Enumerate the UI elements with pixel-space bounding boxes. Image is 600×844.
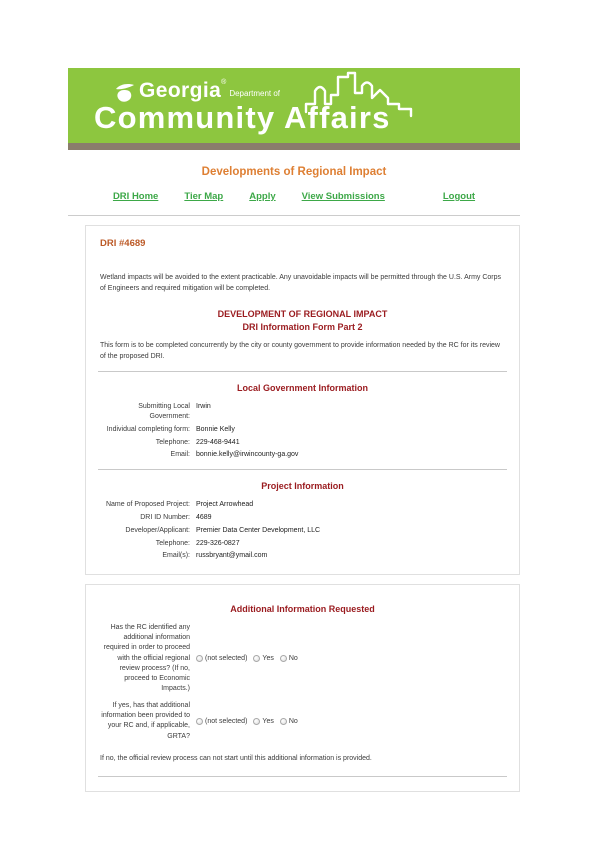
question-info-provided-to-rc <box>98 701 507 742</box>
field-value: 4689 <box>196 513 212 521</box>
question-label: Has the RC identified any additional information required in order to proceed with the official regional review process? (If no, proceed to Economic Impacts.) <box>103 624 190 692</box>
georgia-wordmark: Georgia <box>139 79 222 102</box>
field-value: Bonnie Kelly <box>196 425 235 433</box>
additional-information-panel <box>85 584 520 791</box>
community-affairs-wordmark: Community Affairs <box>94 100 391 135</box>
project-information-rows <box>98 500 507 561</box>
section-divider <box>98 469 507 470</box>
radio-button-icon[interactable] <box>196 655 203 662</box>
radio-option-label[interactable]: Yes <box>262 717 274 725</box>
field-value: Irwin <box>196 403 211 411</box>
field-value: 229-326-0827 <box>196 539 240 547</box>
form-row-project-emails <box>98 551 507 561</box>
main-nav <box>68 191 520 202</box>
field-label: Telephone: <box>155 438 190 446</box>
nav-divider <box>68 215 520 216</box>
form-row-developer-applicant <box>98 526 507 536</box>
nav-link-tier-map[interactable]: Tier Map <box>184 191 224 202</box>
radio-option-label[interactable]: No <box>288 717 298 725</box>
form-row-project-name <box>98 500 507 510</box>
radio-option-label[interactable]: No <box>288 655 298 663</box>
radio-option-no[interactable] <box>280 655 298 662</box>
field-value: russbryant@ymail.com <box>196 552 268 560</box>
form-title-line2: DRI Information Form Part 2 <box>242 321 363 332</box>
page-title: Developments of Regional Impact <box>201 166 387 178</box>
radio-option-yes[interactable] <box>253 655 273 662</box>
field-value: 229-468-9441 <box>196 438 240 446</box>
radio-option-label[interactable]: Yes <box>262 655 274 663</box>
field-label: DRI ID Number: <box>140 513 190 521</box>
page-container <box>68 68 520 792</box>
radio-button-icon[interactable] <box>196 718 203 725</box>
nav-link-apply[interactable]: Apply <box>249 191 276 202</box>
field-label: Name of Proposed Project: <box>105 501 190 509</box>
section-divider <box>98 371 507 372</box>
nav-link-logout[interactable]: Logout <box>442 191 476 202</box>
radio-button-icon[interactable] <box>253 718 260 725</box>
field-label: Individual completing form: <box>106 425 190 433</box>
department-of-label: Department of <box>229 89 281 98</box>
question-label: If yes, has that additional information been provided to your RC and, if applicable, GRTA? <box>101 702 190 740</box>
field-label: Email(s): <box>162 552 190 560</box>
nav-link-dri-home[interactable]: DRI Home <box>112 191 159 202</box>
radio-button-icon[interactable] <box>280 655 287 662</box>
field-value: bonnie.kelly@irwincounty-ga.gov <box>196 451 299 459</box>
local-government-heading: Local Government Information <box>236 383 368 394</box>
form-title <box>98 308 507 333</box>
field-label: Submitting Local Government: <box>138 403 190 420</box>
registered-trademark: ® <box>221 79 227 86</box>
wetland-note: Wetland impacts will be avoided to the extent practicable. Any unavoidable impacts will be permitted through the U.S. Army Corps of Engineers and required mitigation will be completed. <box>100 274 502 292</box>
radio-group-rc-identified <box>196 655 298 662</box>
form-row-submitting-local-government <box>98 402 507 422</box>
dri-number-heading: DRI #4689 <box>100 238 146 249</box>
radio-option-no[interactable] <box>280 718 298 725</box>
radio-button-icon[interactable] <box>280 718 287 725</box>
banner-accent-bar <box>68 143 520 150</box>
form-row-project-telephone <box>98 539 507 549</box>
radio-button-icon[interactable] <box>253 655 260 662</box>
dri-form-panel <box>85 225 520 575</box>
form-row-individual-completing-form <box>98 425 507 435</box>
field-label: Developer/Applicant: <box>125 526 190 534</box>
field-value: Premier Data Center Development, LLC <box>196 526 321 534</box>
additional-information-heading: Additional Information Requested <box>230 604 375 615</box>
field-label: Email: <box>170 451 190 459</box>
radio-group-info-provided <box>196 718 298 725</box>
review-process-note: If no, the official review process can not start until this additional information is provided. <box>100 754 372 762</box>
project-information-heading: Project Information <box>261 481 344 492</box>
radio-option-not-selected[interactable] <box>196 655 247 662</box>
question-rc-identified-additional-info <box>98 623 507 694</box>
radio-option-not-selected[interactable] <box>196 718 247 725</box>
radio-option-label[interactable]: (not selected) <box>205 655 248 663</box>
form-intro: This form is to be completed concurrently by the city or county government to provide information needed by the RC for its review of the proposed DRI. <box>100 342 500 360</box>
dca-brand-banner <box>68 68 520 143</box>
field-value: Project Arrowhead <box>196 501 254 509</box>
nav-link-view-submissions[interactable]: View Submissions <box>301 191 385 202</box>
field-label: Telephone: <box>155 539 190 547</box>
form-row-lg-telephone <box>98 438 507 448</box>
form-title-line1: DEVELOPMENT OF REGIONAL IMPACT <box>217 309 388 319</box>
local-government-rows <box>98 402 507 460</box>
radio-option-label[interactable]: (not selected) <box>205 717 248 725</box>
form-row-dri-id-number <box>98 513 507 523</box>
radio-option-yes[interactable] <box>253 718 273 725</box>
form-row-lg-email <box>98 450 507 460</box>
